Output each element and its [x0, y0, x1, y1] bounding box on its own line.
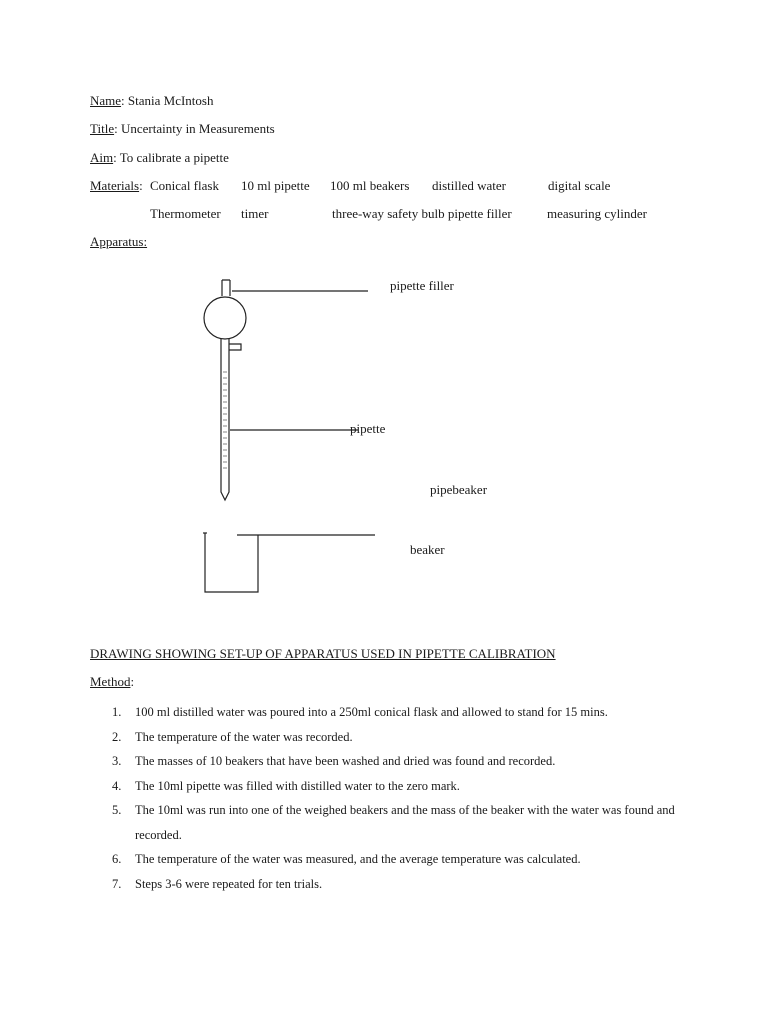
material-item: Thermometer	[150, 206, 221, 221]
filler-valve	[221, 339, 241, 358]
apparatus-heading: Apparatus:	[90, 234, 148, 249]
pipette-body	[221, 358, 229, 500]
material-item: distilled water	[432, 178, 507, 193]
material-item: timer	[241, 206, 269, 221]
method-step: 4. The 10ml pipette was filled with distilled water to the zero mark.	[112, 778, 460, 793]
title-value: : Uncertainty in Measurements	[114, 121, 275, 136]
label-pipette: pipette	[350, 421, 386, 436]
material-item: digital scale	[548, 178, 611, 193]
method-step: 1. 100 ml distilled water was poured into a 250ml conical flask and allowed to stand for 15 mins.	[112, 705, 608, 719]
filler-top-tube	[222, 280, 230, 296]
method-list	[90, 700, 690, 896]
name-value: : Stania McIntosh	[121, 93, 214, 108]
method-step: 6. The temperature of the water was measured, and the average temperature was calculated.	[112, 852, 581, 866]
method-step: 7. Steps 3-6 were repeated for ten trials.	[112, 876, 323, 891]
pipette-graduations	[223, 372, 227, 468]
aim-value: : To calibrate a pipette	[113, 150, 229, 165]
material-item: Conical flask	[150, 178, 219, 193]
materials-label: Materials	[90, 178, 140, 193]
method-heading: Method:	[90, 674, 135, 689]
aim-label: Aim	[90, 150, 114, 165]
method-step: 2. The temperature of the water was recorded.	[112, 729, 353, 744]
material-item: 100 ml beakers	[330, 178, 410, 193]
material-item: 10 ml pipette	[241, 178, 310, 193]
filler-bulb	[204, 297, 246, 339]
label-beaker: beaker	[410, 542, 445, 557]
apparatus-label: Apparatus	[90, 234, 144, 249]
method-step: 5. The 10ml was run into one of the weighed beakers and the mass of the beaker with the water was found and recorded.	[112, 803, 675, 842]
material-item: measuring cylinder	[547, 206, 647, 221]
method-step: 3. The masses of 10 beakers that have been washed and dried was found and recorded.	[112, 754, 556, 768]
diagram-caption: DRAWING SHOWING SET-UP OF APPARATUS USED IN PIPETTE CALIBRATION	[90, 646, 556, 661]
title-label: Title	[90, 121, 115, 136]
material-item: three-way safety bulb pipette filler	[332, 206, 512, 221]
label-pipette-filler: pipette filler	[390, 278, 454, 293]
label-pipebeaker: pipebeaker	[430, 482, 488, 497]
method-label: Method	[90, 674, 131, 689]
beaker-outline	[205, 533, 258, 592]
materials-colon: :	[139, 178, 143, 193]
name-label: Name	[90, 93, 122, 108]
